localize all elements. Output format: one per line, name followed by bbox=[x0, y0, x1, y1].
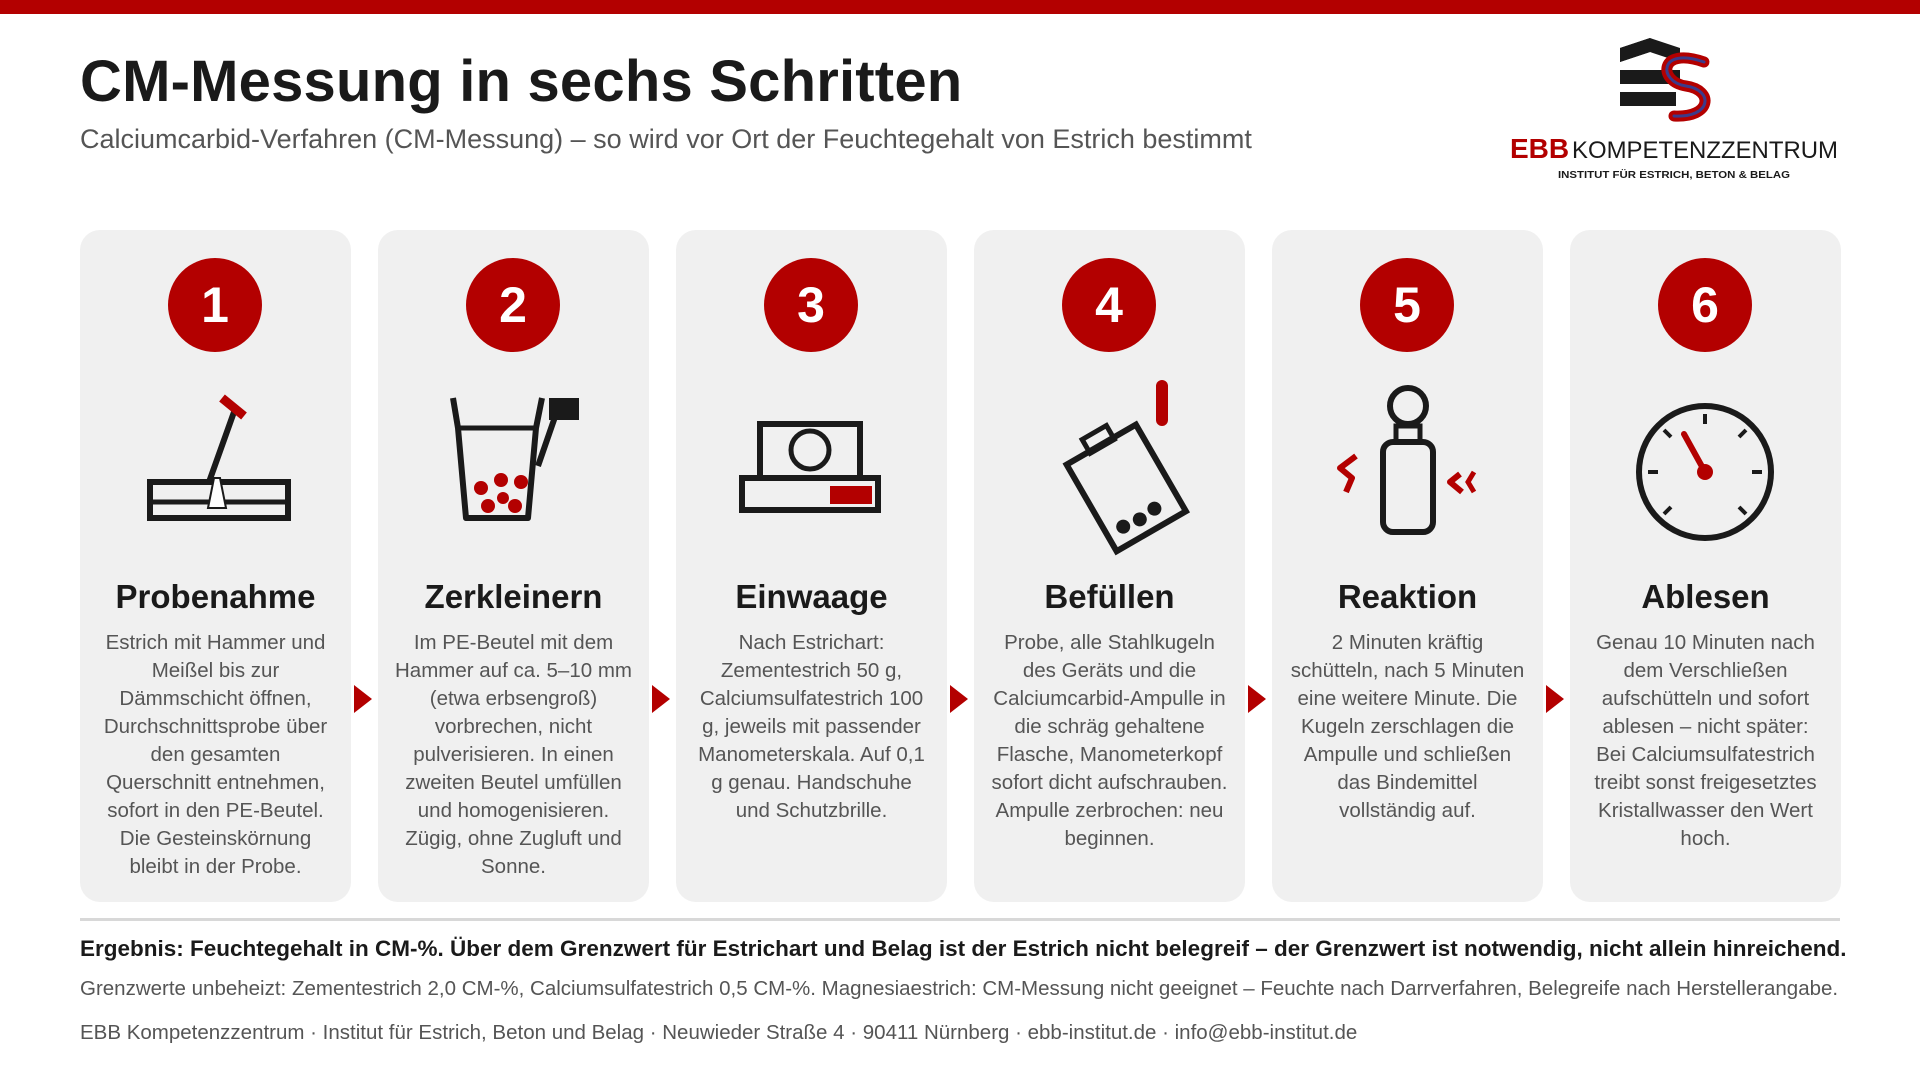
logo-brand-name: KOMPETENZZENTRUM bbox=[1572, 137, 1838, 164]
divider bbox=[80, 918, 1840, 921]
step-card-5 bbox=[1272, 230, 1543, 902]
ebb-logo bbox=[1508, 38, 1844, 188]
step-text: Probe, alle Stahlkugeln des Geräts und die Calciumcarbid-Ampulle in die schräg gehaltene Flasche, Manometerkopf sofort dicht aufschrauben. Ampulle zerbrochen: neu beginnen. bbox=[991, 631, 1228, 850]
top-accent-bar bbox=[0, 0, 1920, 14]
step-card-6 bbox=[1570, 230, 1841, 902]
step-card-4 bbox=[974, 230, 1245, 902]
step-number: 3 bbox=[764, 258, 858, 352]
step-card-3 bbox=[676, 230, 947, 902]
step-arrow-icon bbox=[950, 685, 968, 713]
page-subtitle: Calciumcarbid-Verfahren (CM-Messung) – so wird vor Ort der Feuchtegehalt von Estrich bestimmt bbox=[80, 124, 1252, 154]
step-card-1 bbox=[80, 230, 351, 902]
steps-row bbox=[80, 230, 1840, 902]
step-number: 4 bbox=[1062, 258, 1156, 352]
step-number: 2 bbox=[466, 258, 560, 352]
step-card-2 bbox=[378, 230, 649, 902]
step-number: 5 bbox=[1360, 258, 1454, 352]
step-title: Ablesen bbox=[1641, 578, 1770, 615]
step-arrow-icon bbox=[652, 685, 670, 713]
step-title: Befüllen bbox=[1044, 578, 1175, 615]
step-text: Genau 10 Minuten nach dem Verschließen aufschütteln und sofort ablesen – nicht später: Bei Calciumsulfatestrich treibt sonst freigesetztes Kristallwasser den Wert hoch. bbox=[1594, 631, 1817, 850]
logo-tagline: INSTITUT FÜR ESTRICH, BETON & BELAG bbox=[1558, 169, 1772, 181]
result-statement: Ergebnis: Feuchtegehalt in CM-%. Über dem Grenzwert für Estrichart und Belag ist der Estrich nicht belegreif – der Grenzwert ist notwendig, nicht allein hinreichend. bbox=[80, 936, 1847, 961]
step-arrow-icon bbox=[1248, 685, 1266, 713]
step-title: Reaktion bbox=[1337, 578, 1478, 615]
step-number: 1 bbox=[168, 258, 262, 352]
step-arrow-icon bbox=[354, 685, 372, 713]
logo-brand-prefix: EBB bbox=[1510, 133, 1570, 164]
page-title: CM-Messung in sechs Schritten bbox=[80, 49, 963, 114]
step-text: Nach Estrichart: Zementestrich 50 g, Calciumsulfatestrich 100 g, jeweils mit passender Manometerskala. Auf 0,1 g genau. Handschuhe und Schutzbrille. bbox=[698, 631, 925, 822]
step-title: Einwaage bbox=[735, 578, 888, 615]
step-title: Zerkleinern bbox=[424, 578, 603, 615]
step-text: Estrich mit Hammer und Meißel bis zur Dämmschicht öffnen, Durchschnittsprobe über den gesamten Querschnitt entnehmen, sofort in den PE-Beutel. Die Gesteinskörnung bleibt in der Probe. bbox=[103, 631, 328, 878]
step-text: Im PE-Beutel mit dem Hammer auf ca. 5–10 mm (etwa erbsengroß) vorbrechen, nicht pulverisieren. In einen zweiten Beutel umfüllen und homogenisieren. Zügig, ohne Zugluft und Sonne. bbox=[395, 631, 632, 878]
step-title: Probenahme bbox=[115, 578, 316, 615]
step-arrow-icon bbox=[1546, 685, 1564, 713]
step-number: 6 bbox=[1658, 258, 1752, 352]
footer-contact: EBB Kompetenzzentrum · Institut für Estrich, Beton und Belag · Neuwieder Straße 4 · 90411 Nürnberg · ebb-institut.de · info@ebb-institut.de bbox=[80, 1021, 1358, 1044]
step-text: 2 Minuten kräftig schütteln, nach 5 Minuten eine weitere Minute. Die Kugeln zerschlagen die Ampulle und schließen das Bindemittel vollständig auf. bbox=[1290, 631, 1525, 822]
limit-values-note: Grenzwerte unbeheizt: Zementestrich 2,0 CM-%, Calciumsulfatestrich 0,5 CM-%. Magnesiaestrich: CM-Messung nicht geeignet – Feuchte nach Darrverfahren, Belegreife nach Herstellerangabe. bbox=[80, 977, 1839, 1000]
